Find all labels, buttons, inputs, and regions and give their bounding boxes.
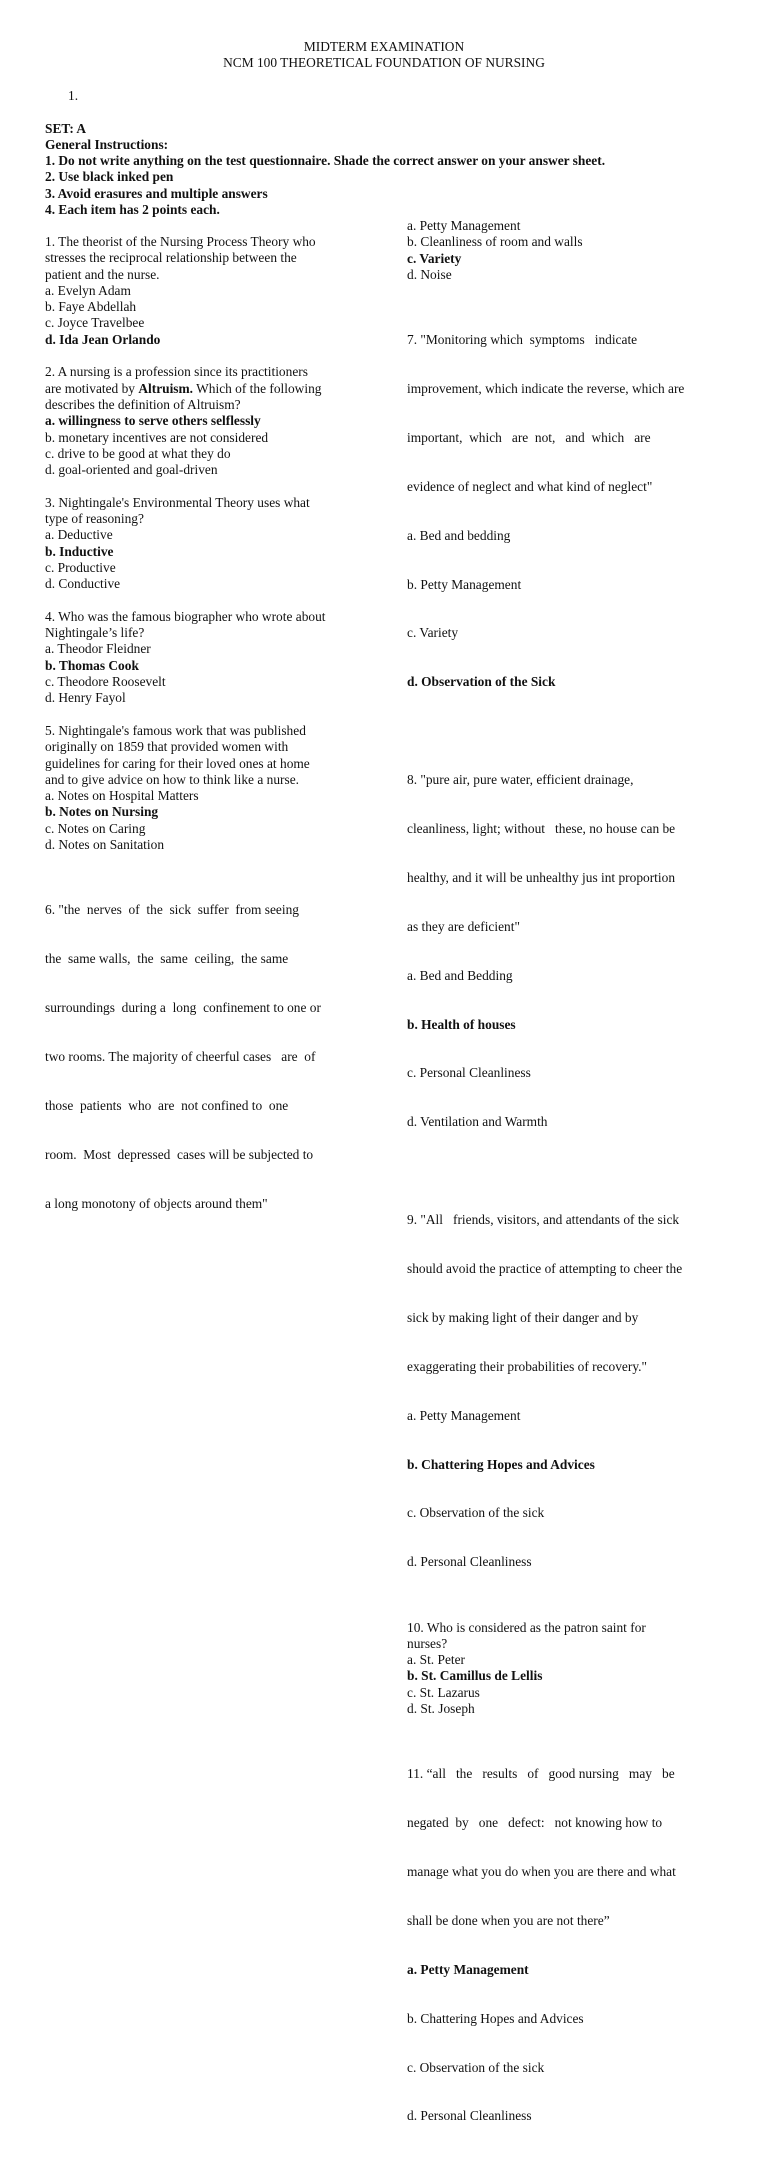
question-stem: should avoid the practice of attempting to cheer the bbox=[407, 1261, 683, 1276]
question-stem bbox=[45, 381, 359, 397]
question-stem: sick by making light of their danger and by bbox=[407, 1309, 639, 1325]
option-b: b. Faye Abdellah bbox=[45, 299, 137, 315]
option-a-answer: a. willingness to serve others selflessly bbox=[45, 413, 261, 429]
option-d: d. Noise bbox=[407, 266, 452, 282]
question-11 bbox=[407, 1734, 725, 2158]
question-10 bbox=[407, 1620, 725, 1718]
option-d-answer: d. Observation of the Sick bbox=[407, 674, 556, 690]
option-c: c. Observation of the sick bbox=[407, 2059, 545, 2075]
question-stem: room. Most depressed cases will be subjected to bbox=[45, 1146, 314, 1162]
option-d: d. Personal Cleanliness bbox=[407, 1554, 532, 1570]
option-c: c. St. Lazarus bbox=[407, 1684, 480, 1700]
question-stem: type of reasoning? bbox=[45, 511, 144, 527]
stem-text: Which of the following bbox=[193, 380, 322, 396]
question-7 bbox=[407, 299, 725, 723]
stray-item-number: 1. bbox=[68, 88, 79, 103]
question-8 bbox=[407, 740, 725, 1164]
option-a: a. Bed and bedding bbox=[407, 527, 511, 543]
option-d: d. goal-oriented and goal-driven bbox=[45, 462, 218, 478]
question-3 bbox=[45, 495, 359, 593]
option-a-answer: a. Petty Management bbox=[407, 1961, 529, 1977]
option-b: b. Cleanliness of room and walls bbox=[407, 234, 583, 250]
question-stem: as they are deficient" bbox=[407, 918, 520, 934]
option-a: a. Theodor Fleidner bbox=[45, 641, 151, 657]
option-a: a. Notes on Hospital Matters bbox=[45, 788, 199, 804]
instruction-item: 1. Do not write anything on the test questionnaire. Shade the correct answer on your answer sheet. bbox=[45, 153, 606, 168]
question-6-options bbox=[407, 218, 725, 283]
option-c: c. Joyce Travelbee bbox=[45, 315, 145, 331]
option-b: b. monetary incentives are not considered bbox=[45, 429, 269, 445]
question-1 bbox=[45, 234, 359, 348]
question-stem: and to give advice on how to think like a nurse. bbox=[45, 771, 299, 787]
option-a: a. Bed and Bedding bbox=[407, 967, 513, 983]
option-c-answer: c. Variety bbox=[407, 250, 462, 266]
question-stem: 7. "Monitoring which symptoms indicate bbox=[407, 332, 638, 348]
option-b-answer: b. St. Camillus de Lellis bbox=[407, 1668, 543, 1684]
option-b-answer: b. Health of houses bbox=[407, 1016, 516, 1032]
question-stem: 2. A nursing is a profession since its practitioners bbox=[45, 364, 308, 380]
question-stem: exaggerating their probabilities of recovery." bbox=[407, 1358, 647, 1374]
option-d: d. St. Joseph bbox=[407, 1701, 475, 1717]
option-c: c. Observation of the sick bbox=[407, 1505, 545, 1521]
question-stem: describes the definition of Altruism? bbox=[45, 396, 241, 412]
option-b: b. Chattering Hopes and Advices bbox=[407, 2010, 584, 2026]
option-d: d. Ventilation and Warmth bbox=[407, 1114, 548, 1130]
option-d: d. Conductive bbox=[45, 576, 121, 592]
question-stem: 8. "pure air, pure water, efficient drainage, bbox=[407, 772, 634, 788]
option-c: c. Personal Cleanliness bbox=[407, 1065, 531, 1081]
exam-title: MIDTERM EXAMINATION bbox=[303, 39, 465, 54]
option-a: a. Petty Management bbox=[407, 1407, 521, 1423]
question-stem: 4. Who was the famous biographer who wrote about bbox=[45, 608, 326, 624]
instruction-item: 2. Use black inked pen bbox=[45, 169, 174, 184]
question-stem: 6. "the nerves of the sick suffer from seeing bbox=[45, 902, 299, 918]
instruction-item: 3. Avoid erasures and multiple answers bbox=[45, 186, 268, 201]
option-c: c. Variety bbox=[407, 625, 459, 641]
course-title: NCM 100 THEORETICAL FOUNDATION OF NURSING bbox=[223, 55, 545, 70]
option-c: c. drive to be good at what they do bbox=[45, 445, 231, 461]
question-stem: two rooms. The majority of cheerful cases are of bbox=[45, 1048, 316, 1064]
question-stem: those patients who are not confined to one bbox=[45, 1097, 289, 1113]
instructions-heading: General Instructions: bbox=[45, 137, 169, 152]
question-stem: patient and the nurse. bbox=[45, 266, 160, 282]
option-c: c. Notes on Caring bbox=[45, 820, 146, 836]
option-a: a. St. Peter bbox=[407, 1652, 466, 1668]
set-label: SET: A bbox=[45, 121, 87, 136]
instruction-item: 4. Each item has 2 points each. bbox=[45, 202, 220, 217]
question-stem: surroundings during a long confinement to one or bbox=[45, 999, 321, 1015]
question-stem: cleanliness, light; without these, no house can be bbox=[407, 820, 676, 836]
option-b-answer: b. Inductive bbox=[45, 543, 114, 559]
option-a: a. Evelyn Adam bbox=[45, 282, 131, 298]
question-5 bbox=[45, 723, 359, 853]
option-b-answer: b. Thomas Cook bbox=[45, 657, 139, 673]
question-stem: stresses the reciprocal relationship between the bbox=[45, 250, 297, 266]
option-b-answer: b. Notes on Nursing bbox=[45, 804, 159, 820]
question-stem: healthy, and it will be unhealthy jus int proportion bbox=[407, 869, 676, 885]
left-column bbox=[45, 234, 359, 1261]
question-stem: a long monotony of objects around them" bbox=[45, 1195, 268, 1211]
question-6 bbox=[45, 870, 359, 1245]
question-stem: Nightingale’s life? bbox=[45, 625, 145, 641]
option-b: b. Petty Management bbox=[407, 576, 522, 592]
question-stem: manage what you do when you are there and what bbox=[407, 1863, 676, 1879]
question-stem: 5. Nightingale's famous work that was published bbox=[45, 722, 306, 738]
option-a: a. Deductive bbox=[45, 527, 113, 543]
question-stem: nurses? bbox=[407, 1635, 448, 1651]
question-2 bbox=[45, 364, 359, 478]
option-d: d. Personal Cleanliness bbox=[407, 2108, 532, 2124]
question-stem: negated by one defect: not knowing how to bbox=[407, 1815, 663, 1831]
question-stem: improvement, which indicate the reverse, which are bbox=[407, 380, 685, 396]
question-stem: guidelines for caring for their loved ones at home bbox=[45, 755, 310, 771]
stem-keyword: Altruism. bbox=[138, 380, 194, 396]
option-d: d. Notes on Sanitation bbox=[45, 836, 165, 852]
option-d: d. Henry Fayol bbox=[45, 690, 126, 706]
stem-text: are motivated by bbox=[45, 380, 139, 396]
question-stem: 11. “all the results of good nursing may be bbox=[407, 1766, 675, 1782]
question-stem: originally on 1859 that provided women with bbox=[45, 739, 289, 755]
question-stem: shall be done when you are not there” bbox=[407, 1912, 610, 1928]
option-c: c. Theodore Roosevelt bbox=[45, 674, 166, 690]
option-a: a. Petty Management bbox=[407, 218, 521, 233]
question-stem: 10. Who is considered as the patron saint for bbox=[407, 1619, 646, 1635]
question-9 bbox=[407, 1180, 725, 1604]
question-stem: 1. The theorist of the Nursing Process Theory who bbox=[45, 234, 316, 249]
option-b-answer: b. Chattering Hopes and Advices bbox=[407, 1456, 595, 1472]
option-d-answer: d. Ida Jean Orlando bbox=[45, 331, 161, 347]
right-column bbox=[407, 218, 725, 2174]
question-stem: 9. "All friends, visitors, and attendants of the sick bbox=[407, 1212, 680, 1228]
question-stem: the same walls, the same ceiling, the same bbox=[45, 951, 289, 967]
question-stem: 3. Nightingale's Environmental Theory uses what bbox=[45, 494, 310, 510]
question-stem: important, which are not, and which are bbox=[407, 429, 651, 445]
question-stem: evidence of neglect and what kind of neglect" bbox=[407, 478, 653, 494]
question-4 bbox=[45, 609, 359, 707]
option-c: c. Productive bbox=[45, 559, 116, 575]
